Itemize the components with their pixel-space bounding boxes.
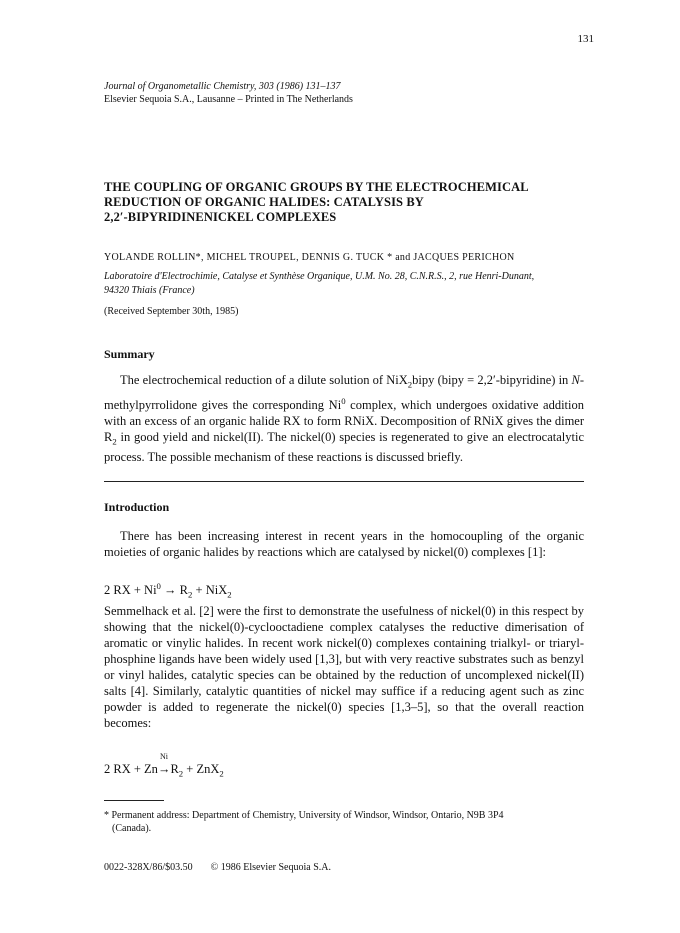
intro-paragraph-2: Semmelhack et al. [2] were the first to demonstrate the usefulness of nickel(0) in this respect by showing that the nickel(0)-cyclooctadiene complex catalyses the reductive dimerisation of aromatic or vinylic halides. In recent work nickel(0) complexes containing trialkyl- or triaryl-phosphine ligands have been widely used [1,3], but with very reactive substrates such as benzyl or vinyl halides, catalytic species can be obtained by the reduction of uncomplexed nickel(II) salts [4]. Similarly, catalytic quantities of nickel may suffice if a reducing agent such as zinc powder is added to regenerate the nickel(0) species [1,3–5], so that the overall reaction becomes: [104,604,584,730]
author-list: YOLANDE ROLLIN*, MICHEL TROUPEL, DENNIS G. TUCK * and JACQUES PERICHON [104,252,515,263]
equation-1: 2 RX + $Ni^0 \to R_2 + NiX_2$ [104,581,232,600]
affiliation [104,270,584,298]
article-title [104,180,564,225]
footnote-line-1: * Permanent address: Department of Chemistry, University of Windsor, Windsor, Ontario, N9B 3P4 [104,810,504,821]
title-line-3: 2,2′-BIPYRIDINENICKEL COMPLEXES [104,210,337,224]
received-date: (Received September 30th, 1985) [104,306,239,317]
footnote-divider [104,800,164,801]
summary-heading: Summary [104,347,155,361]
affiliation-line-1: Laboratoire d'Electrochimie, Catalyse et Synthèse Organique, U.M. No. 28, C.N.R.S., 2, rue Henri-Dunant, [104,271,535,282]
issn-code: 0022-328X/86/$03.50 [104,862,193,873]
title-line-1: THE COUPLING OF ORGANIC GROUPS BY THE ELECTROCHEMICAL [104,180,529,194]
publisher-line: Elsevier Sequoia S.A., Lausanne – Printed in The Netherlands [104,94,353,105]
affiliation-line-2: 94320 Thiais (France) [104,285,195,296]
title-line-2: REDUCTION OF ORGANIC HALIDES: CATALYSIS BY [104,195,424,209]
summary-body [104,372,584,465]
summary-paragraph: The electrochemical reduction of a dilute solution of NiX$_2$bipy (bipy = 2,2′-bipyridine) in N-methylpyrrolidone gives the corresponding Ni$^0$ complex, which undergoes oxidative addition with an excess of an organic halide RX to form RNiX. Decomposition of RNiX gives the dimer $R_2$ in good yield and nickel(II). The nickel(0) species is regenerated to give an electrocatalytic process. The possible mechanism of these reactions is discussed briefly. [104,373,584,465]
page-number: 131 [577,33,594,45]
introduction-heading: Introduction [104,500,170,514]
copyright-line [104,862,349,873]
footnote-line-2: (Canada). [112,823,152,834]
section-divider [104,481,584,482]
intro-paragraph-1: There has been increasing interest in recent years in the homocoupling of the organic moieties of organic halides by reactions which are catalysed by nickel(0) complexes [1]: [104,529,584,559]
journal-header [104,80,353,106]
footnote [104,809,584,835]
journal-citation: Journal of Organometallic Chemistry, 303 (1986) 131–137 [104,81,341,92]
equation-2: 2 RX + Zn Ni $\to R_2 + ZnX_2$ [104,752,224,779]
copyright-notice: © 1986 Elsevier Sequoia S.A. [210,862,331,873]
